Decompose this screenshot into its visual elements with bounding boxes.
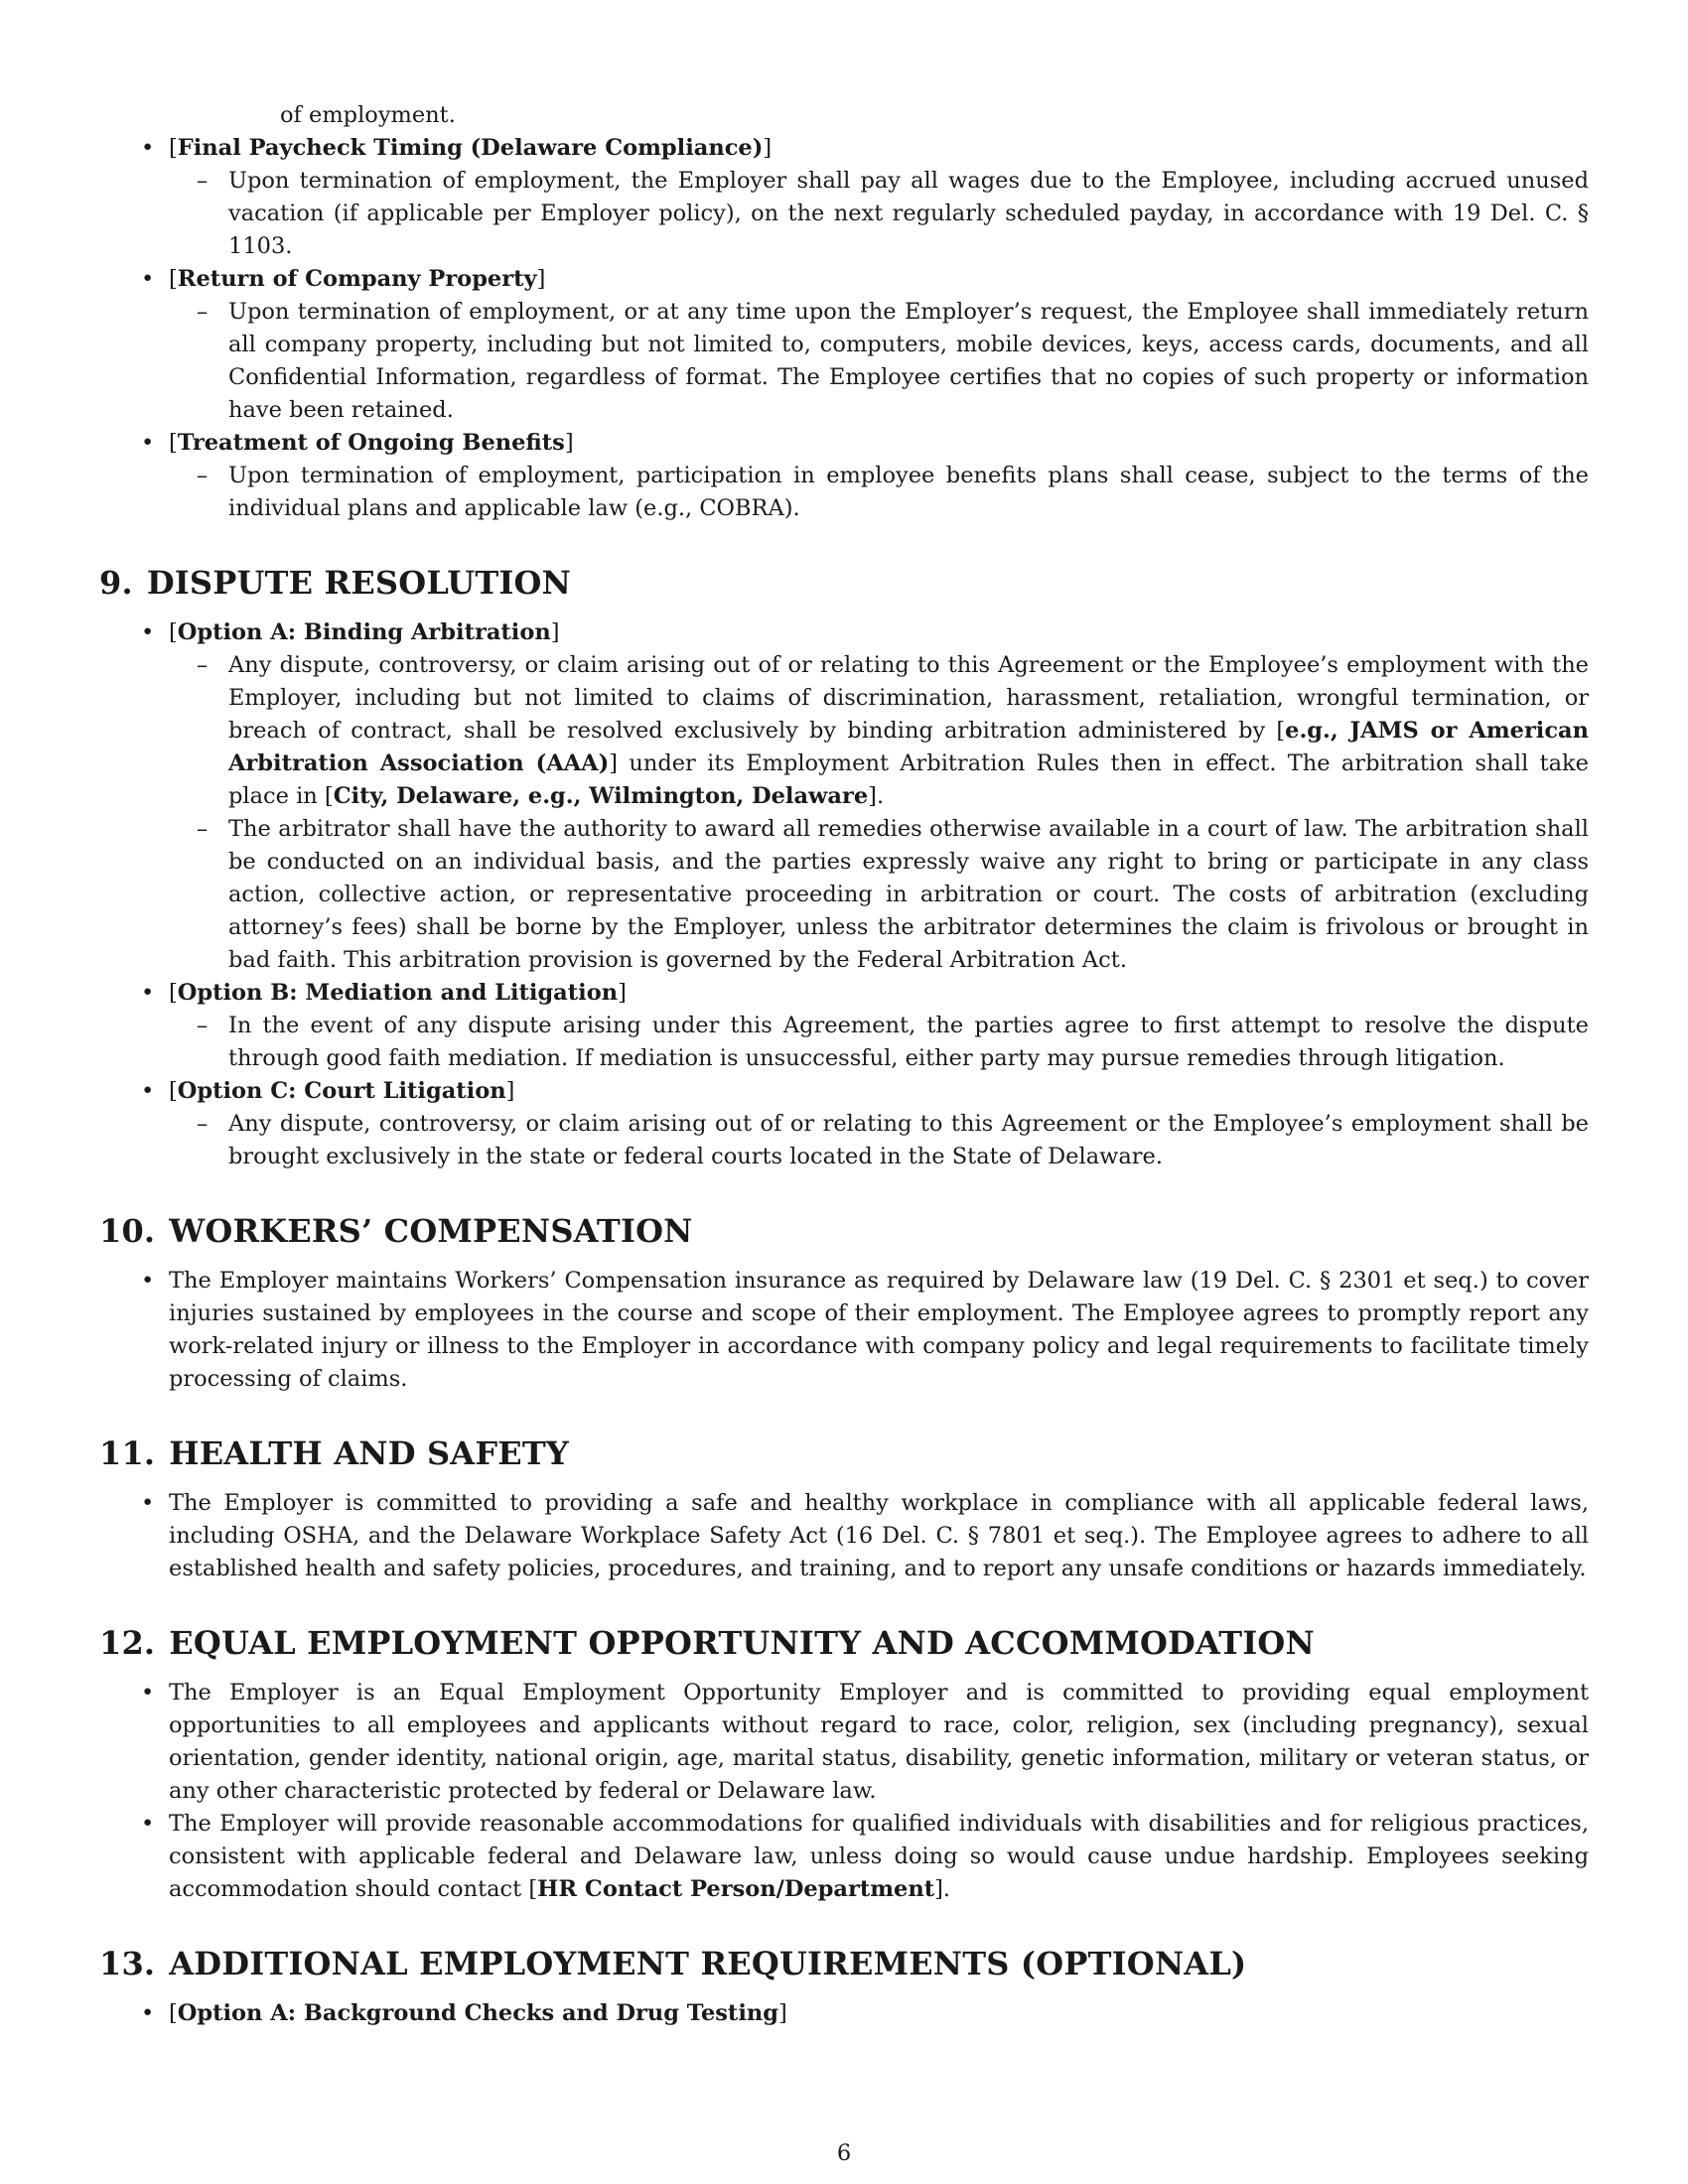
item-title: Option B: Mediation and Litigation (177, 980, 619, 1006)
item-title: Option A: Background Checks and Drug Testing (177, 2000, 778, 2026)
list-subitem: – Upon termination of employment, the Employer shall pay all wages due to the Employee, including accrued unused vacation (if applicable per Employer policy), on the next regularly scheduled payday, in accordance with 19 Del. C. § 1103. (169, 165, 1589, 263)
item-title: Option A: Binding Arbitration (177, 619, 551, 645)
section-10-list (99, 1265, 1589, 1396)
section-heading-11: 11. HEALTH AND SAFETY (99, 1434, 569, 1472)
section-13-list (99, 1997, 1589, 2030)
list-item: • [Option C: Court Litigation] – Any dispute, controversy, or claim arising out of or relating to this Agreement or the Employee’s employment shall be brought exclusively in the state or federal courts located in the State of Delaware. (99, 1075, 1589, 1173)
list-item: • [Option B: Mediation and Litigation] – In the event of any dispute arising under this Agreement, the parties agree to first attempt to resolve the dispute through good faith mediation. If mediation is unsuccessful, either party may pursue remedies through litigation. (99, 977, 1589, 1075)
list-item: • The Employer is an Equal Employment Opportunity Employer and is committed to providing equal employment opportunities to all employees and applicants without regard to race, color, religion, sex (including pregnancy), sexual orientation, gender identity, national origin, age, marital status, disability, genetic information, military or veteran status, or any other characteristic protected by federal or Delaware law. (99, 1677, 1589, 1808)
item-title: Option C: Court Litigation (177, 1078, 506, 1104)
section-heading-10: 10. WORKERS’ COMPENSATION (99, 1212, 693, 1250)
list-item: • [Treatment of Ongoing Benefits] – Upon termination of employment, participation in employee benefits plans shall cease, subject to the terms of the individual plans and applicable law (e.g., COBRA). (99, 427, 1589, 525)
item-title: Final Paycheck Timing (Delaware Compliance) (177, 135, 764, 161)
section-11-list (99, 1487, 1589, 1585)
list-subitem: – Upon termination of employment, participation in employee benefits plans shall cease, subject to the terms of the individual plans and applicable law (e.g., COBRA). (169, 460, 1589, 525)
list-item: • The Employer is committed to providing a safe and healthy workplace in compliance with all applicable federal laws, including OSHA, and the Delaware Workplace Safety Act (16 Del. C. § 7801 et seq.). The Employee agrees to adhere to all established health and safety policies, procedures, and training, and to report any unsafe conditions or hazards immediately. (99, 1487, 1589, 1585)
section-9-list (99, 616, 1589, 1173)
list-subitem: – Any dispute, controversy, or claim arising out of or relating to this Agreement or the Employee’s employment shall be brought exclusively in the state or federal courts located in the State of Delaware. (169, 1108, 1589, 1173)
list-item: • [Option A: Background Checks and Drug Testing] (99, 1997, 1589, 2030)
list-subitem: – Upon termination of employment, or at any time upon the Employer’s request, the Employee shall immediately return all company property, including but not limited to, computers, mobile devices, keys, access cards, documents, and all Confidential Information, regardless of format. The Employee certifies that no copies of such property or information have been retained. (169, 296, 1589, 427)
section-heading-12: 12. EQUAL EMPLOYMENT OPPORTUNITY AND ACCOMMODATION (99, 1624, 1315, 1662)
list-item: • The Employer will provide reasonable accommodations for qualified individuals with disabilities and for religious practices, consistent with applicable federal and Delaware law, unless doing so would cause undue hardship. Employees seeking accommodation should contact [HR Contact Person/Department]. (99, 1808, 1589, 1906)
continuation-text: of employment. (280, 102, 456, 128)
list-subitem: – The arbitrator shall have the authority to award all remedies otherwise available in a court of law. The arbitration shall be conducted on an individual basis, and the parties expressly waive any right to bring or participate in any class action, collective action, or representative proceeding in arbitration or court. The costs of arbitration (excluding attorney’s fees) shall be borne by the Employer, unless the arbitrator determines the claim is frivolous or brought in bad faith. This arbitration provision is governed by the Federal Arbitration Act. (169, 813, 1589, 977)
section-12-list (99, 1677, 1589, 1906)
section-heading-13: 13. ADDITIONAL EMPLOYMENT REQUIREMENTS (OPTIONAL) (99, 1945, 1247, 1982)
item-title: Treatment of Ongoing Benefits (177, 430, 565, 456)
list-item: • [Option A: Binding Arbitration] – Any dispute, controversy, or claim arising out of or relating to this Agreement or the Employee’s employment with the Employer, including but not limited to claims of discrimination, harassment, retaliation, wrongful termination, or breach of contract, shall be resolved exclusively by binding arbitration administered by [e.g., JAMS or American Arbitration Association (AAA)] under its Employment Arbitration Rules then in effect. The arbitration shall take place in [City, Delaware, e.g., Wilmington, Delaware]. – The arbitrator shall have the authority to award all remedies otherwise available in a court of law. The arbitration shall be conducted on an individual basis, and the parties expressly waive any right to bring or participate in any class action, collective action, or representative proceeding in arbitration or court. The costs of arbitration (excluding attorney’s fees) shall be borne by the Employer, unless the arbitrator determines the claim is frivolous or brought in bad faith. This arbitration provision is governed by the Federal Arbitration Act. (99, 616, 1589, 977)
list-subitem: – In the event of any dispute arising under this Agreement, the parties agree to first attempt to resolve the dispute through good faith mediation. If mediation is unsuccessful, either party may pursue remedies through litigation. (169, 1010, 1589, 1075)
list-item: • [Final Paycheck Timing (Delaware Compliance)] – Upon termination of employment, the Employer shall pay all wages due to the Employee, including accrued unused vacation (if applicable per Employer policy), on the next regularly scheduled payday, in accordance with 19 Del. C. § 1103. (99, 132, 1589, 263)
list-item: • The Employer maintains Workers’ Compensation insurance as required by Delaware law (19 Del. C. § 2301 et seq.) to cover injuries sustained by employees in the course and scope of their employment. The Employee agrees to promptly report any work-related injury or illness to the Employer in accordance with company policy and legal requirements to facilitate timely processing of claims. (99, 1265, 1589, 1396)
list-subitem: – Any dispute, controversy, or claim arising out of or relating to this Agreement or the Employee’s employment with the Employer, including but not limited to claims of discrimination, harassment, retaliation, wrongful termination, or breach of contract, shall be resolved exclusively by binding arbitration administered by [e.g., JAMS or American Arbitration Association (AAA)] under its Employment Arbitration Rules then in effect. The arbitration shall take place in [City, Delaware, e.g., Wilmington, Delaware]. (169, 649, 1589, 813)
page-number: 6 (836, 2140, 852, 2166)
item-title: Return of Company Property (177, 266, 537, 292)
section-8-list (99, 132, 1589, 525)
section-heading-9: 9. DISPUTE RESOLUTION (99, 564, 572, 602)
list-item: • [Return of Company Property] – Upon termination of employment, or at any time upon the Employer’s request, the Employee shall immediately return all company property, including but not limited to, computers, mobile devices, keys, access cards, documents, and all Confidential Information, regardless of format. The Employee certifies that no copies of such property or information have been retained. (99, 263, 1589, 427)
